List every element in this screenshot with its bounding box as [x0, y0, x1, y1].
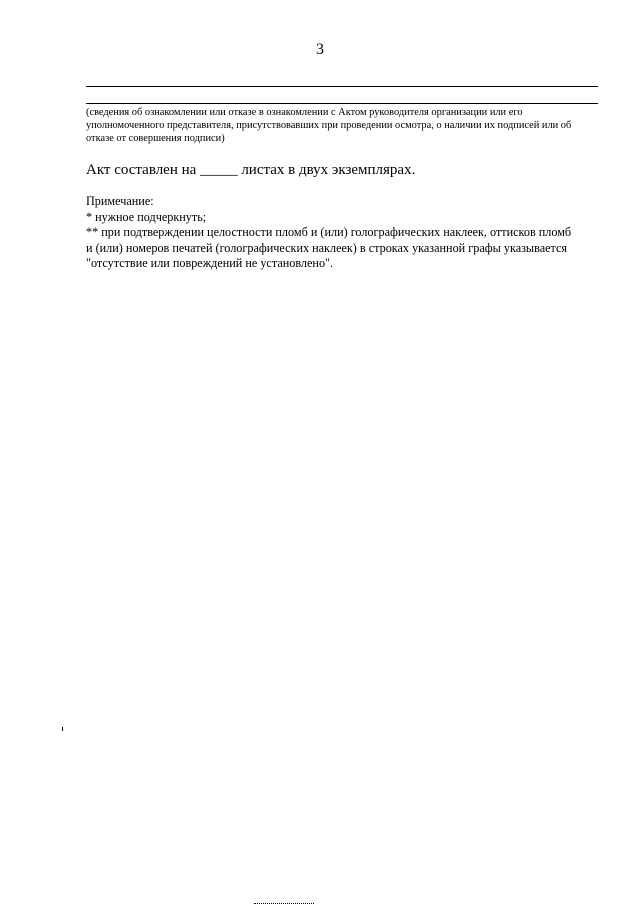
act-statement-prefix: Акт составлен на [86, 162, 197, 178]
note-item-line: "отсутствие или повреждений не установлено". [86, 256, 334, 271]
note-item-line: ** при подтверждении целостности пломб и (или) голографических наклеек, оттисков пломб [86, 225, 572, 240]
sheet-count-blank: _____ [200, 162, 238, 178]
note-item-line: и (или) номеров печатей (голографических наклеек) в строках указанной графы указывается [86, 240, 568, 255]
acknowledgement-note-line: отказе от совершения подписи) [86, 133, 225, 145]
signature-line-top [86, 86, 598, 87]
act-statement-suffix: листах в двух экземплярах. [241, 162, 416, 178]
page-number: 3 [316, 41, 324, 58]
acknowledgement-note [86, 106, 606, 146]
notes-heading: Примечание: [86, 194, 154, 208]
notes-section [86, 194, 606, 272]
act-statement [86, 160, 606, 180]
scan-mark [62, 727, 63, 731]
note-item: * нужное подчеркнуть; [86, 209, 207, 224]
signature-line-bottom [86, 103, 598, 104]
acknowledgement-note-line: уполномоченного представителя, присутствовавших при проведении осмотра, о наличии их подписей или об [86, 120, 572, 132]
acknowledgement-note-line: (сведения об ознакомлении или отказе в ознакомлении с Актом руководителя организации или его [86, 107, 523, 118]
